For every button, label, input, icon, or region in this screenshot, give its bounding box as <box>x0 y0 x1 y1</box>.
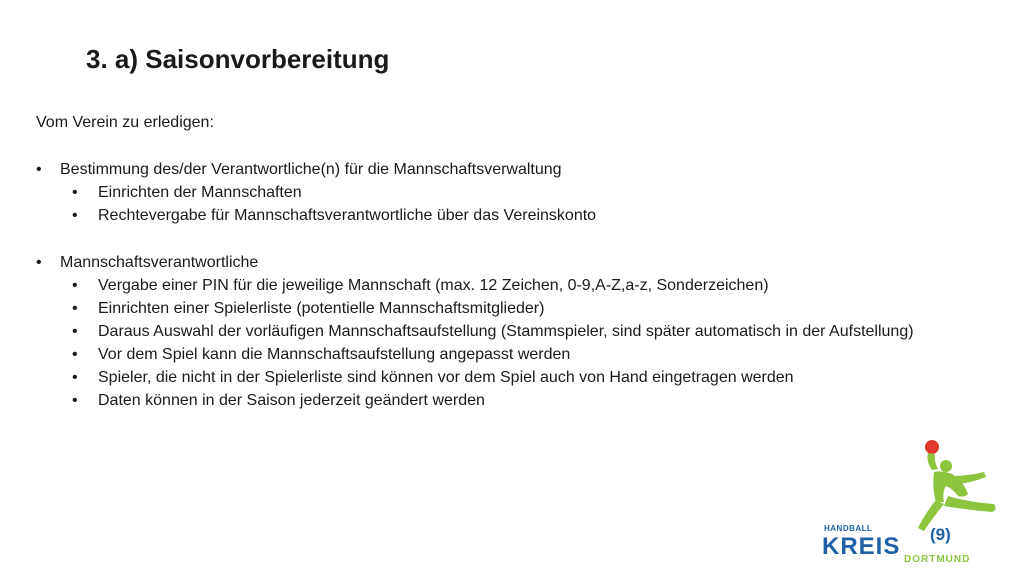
intro-text: Vom Verein zu erledigen: <box>36 114 214 131</box>
sub-bullet-text: Vergabe einer PIN für die jeweilige Mannschaft (max. 12 Zeichen, 0-9,A-Z,a-z, Sonderzeichen) <box>98 277 769 294</box>
logo-kreis-text: KREIS <box>822 533 901 560</box>
bullet-icon: • <box>72 392 78 409</box>
slide-title: 3. a) Saisonvorbereitung <box>86 44 390 74</box>
sub-bullet-text: Rechtevergabe für Mannschaftsverantwortliche über das Vereinskonto <box>98 207 597 224</box>
handball-kreis-logo <box>818 436 1018 570</box>
bullet-icon: • <box>72 277 78 294</box>
sub-bullet-text: Daraus Auswahl der vorläufigen Mannschaftsaufstellung (Stammspieler, sind später automatisch in der Aufstellung) <box>98 323 914 340</box>
bullet-icon: • <box>72 346 78 363</box>
logo-number-text: (9) <box>930 525 951 544</box>
sub-bullet-text: Daten können in der Saison jederzeit geändert werden <box>98 392 485 409</box>
sub-bullet-text: Vor dem Spiel kann die Mannschaftsaufstellung angepasst werden <box>98 346 571 363</box>
logo-dortmund-text: DORTMUND <box>904 554 971 565</box>
bullet-text: Bestimmung des/der Verantwortliche(n) für die Mannschaftsverwaltung <box>60 161 562 178</box>
bullet-icon: • <box>36 161 42 178</box>
ball-icon <box>925 440 939 454</box>
sub-bullet-text: Einrichten der Mannschaften <box>98 184 302 201</box>
bullet-icon: • <box>72 369 78 386</box>
bullet-icon: • <box>72 184 78 201</box>
bullet-icon: • <box>72 323 78 340</box>
bullet-text: Mannschaftsverantwortliche <box>60 254 259 271</box>
sub-bullet-text: Einrichten einer Spielerliste (potentielle Mannschaftsmitglieder) <box>98 300 545 317</box>
bullet-icon: • <box>36 254 42 271</box>
sub-bullet-text: Spieler, die nicht in der Spielerliste sind können vor dem Spiel auch von Hand eingetragen werden <box>98 369 794 386</box>
player-figure-icon <box>918 453 996 531</box>
logo-handball-text: HANDBALL <box>824 524 873 533</box>
bullet-icon: • <box>72 300 78 317</box>
bullet-icon: • <box>72 207 78 224</box>
